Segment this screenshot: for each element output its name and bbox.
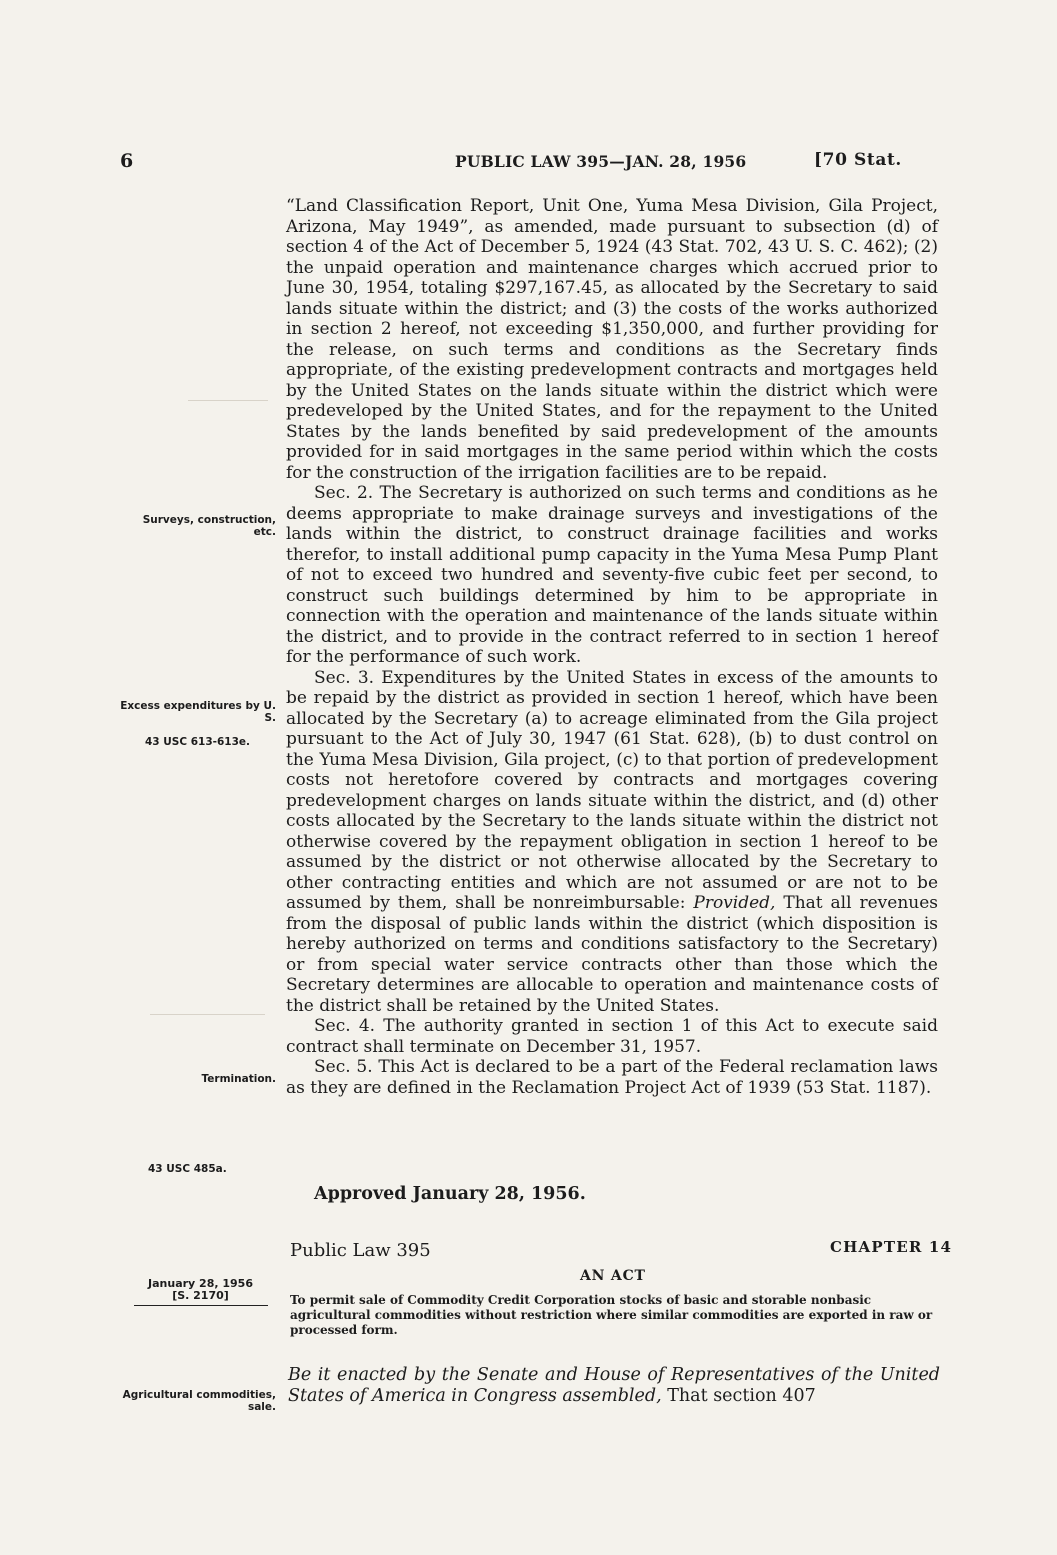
act-purpose: To permit sale of Commodity Credit Corporation stocks of basic and storable nonbasic agricultural commodities without restriction where similar commodities are exported in raw or processed form. [290, 1293, 933, 1337]
section-3-proviso: That all revenues from the disposal of public lands within the district (which disposition is hereby authorized on terms and conditions satisfactory to the Secretary) or from special water service contracts other than those which the Secretary determines are allocable to operation and maintenance costs of the district shall be retained by the United States. [286, 893, 939, 1016]
section-3 [286, 668, 938, 1017]
chapter-label: CHAPTER 14 [830, 1238, 953, 1256]
margin-note-termination: Termination. [201, 1073, 276, 1085]
section-4: Sec. 4. The authority granted in section 1 of this Act to execute said contract shall terminate on December 31, 1957. [286, 1016, 938, 1057]
paragraph-continuation: “Land Classification Report, Unit One, Yuma Mesa Division, Gila Project, Arizona, May 1949”, as amended, made pursuant to subsection (d) of section 4 of the Act of December 5, 1924 (43 Stat. 702, 43 U. S. C. 462); (2) the unpaid operation and maintenance charges which accrued prior to June 30, 1954, totaling $297,167.45, as allocated by the Secretary to said lands situate within the district; and (3) the costs of the works authorized in section 2 hereof, not exceeding $1,350,000, and further providing for the release, on such terms and conditions as the Secretary finds appropriate, of the existing predevelopment contracts and mortgages held by the United States on the lands situate within the district which were predeveloped by the United States, and for the repayment to the United States by the lands benefited by said predevelopment of the amounts provided for in said mortgages in the same period within which the costs for the construction of the irrigation facilities are to be repaid. [286, 196, 938, 483]
margin-note-agricultural: Agricultural commodities, sale. [122, 1389, 276, 1413]
an-act-heading: AN ACT [580, 1268, 646, 1284]
margin-note-usc-613: 43 USC 613-613e. [145, 736, 251, 748]
enacting-clause-italic: Be it enacted by the Senate and House of Representatives of the United States of America in Congress assembled, [288, 1365, 940, 1406]
enacting-clause [288, 1365, 940, 1407]
page-number: 6 [120, 150, 134, 172]
statute-reference: [70 Stat. [814, 150, 902, 170]
margin-note-excess: Excess expenditures by U. S. [120, 700, 276, 724]
margin-note-date-line-1: January 28, 1956 [148, 1277, 253, 1290]
date-rule [134, 1305, 268, 1306]
section-2: Sec. 2. The Secretary is authorized on such terms and conditions as he deems appropriate to make drainage surveys and investigations of the lands within the district, to construct drainage facilities and works therefor, to install additional pump capacity in the Yuma Mesa Pump Plant of not to exceed two hundred and seventy-five cubic feet per second, to construct such buildings determined by him to be appropriate in connection with the operation and maintenance of the lands situate within the district, and to provide in the contract referred to in section 1 hereof for the performance of such work. [286, 483, 938, 667]
bleed-through-mark [150, 990, 265, 1015]
section-5: Sec. 5. This Act is declared to be a part of the Federal reclamation laws as they are defined in the Reclamation Project Act of 1939 (53 Stat. 1187). [286, 1057, 938, 1098]
public-law-label: Public Law 395 [290, 1240, 431, 1261]
main-text [286, 196, 938, 1098]
page-header [0, 150, 1057, 176]
running-head: PUBLIC LAW 395—JAN. 28, 1956 [455, 152, 747, 171]
approval-line: Approved January 28, 1956. [314, 1184, 586, 1204]
bleed-through-mark [188, 378, 268, 401]
margin-note-date-line-2: [S. 2170] [172, 1289, 229, 1302]
enacting-clause-rest: That section 407 [667, 1386, 816, 1406]
section-3-text: Sec. 3. Expenditures by the United States in excess of the amounts to be repaid by the district as provided in section 1 hereof, which have been allocated by the Secretary (a) to acreage eliminated from the Gila project pursuant to the Act of July 30, 1947 (61 Stat. 628), (b) to dust control on the Yuma Mesa Division, Gila project, (c) to that portion of predevelopment costs not heretofore covered by contracts and mortgages covering predevelopment charges on lands situate within the district, and (d) other costs allocated by the Secretary to the lands situate within the district not otherwise covered by the repayment obligation in section 1 hereof to be assumed by the district or not otherwise allocated by the Secretary to other contracting entities and which are not assumed or are not to be assumed by them, shall be nonreimbursable: [286, 667, 938, 913]
provided-italic: Provided, [693, 893, 776, 913]
margin-note-surveys: Surveys, construction, etc. [142, 514, 276, 538]
margin-note-usc-485: 43 USC 485a. [148, 1163, 227, 1175]
margin-note-date [133, 1278, 268, 1302]
